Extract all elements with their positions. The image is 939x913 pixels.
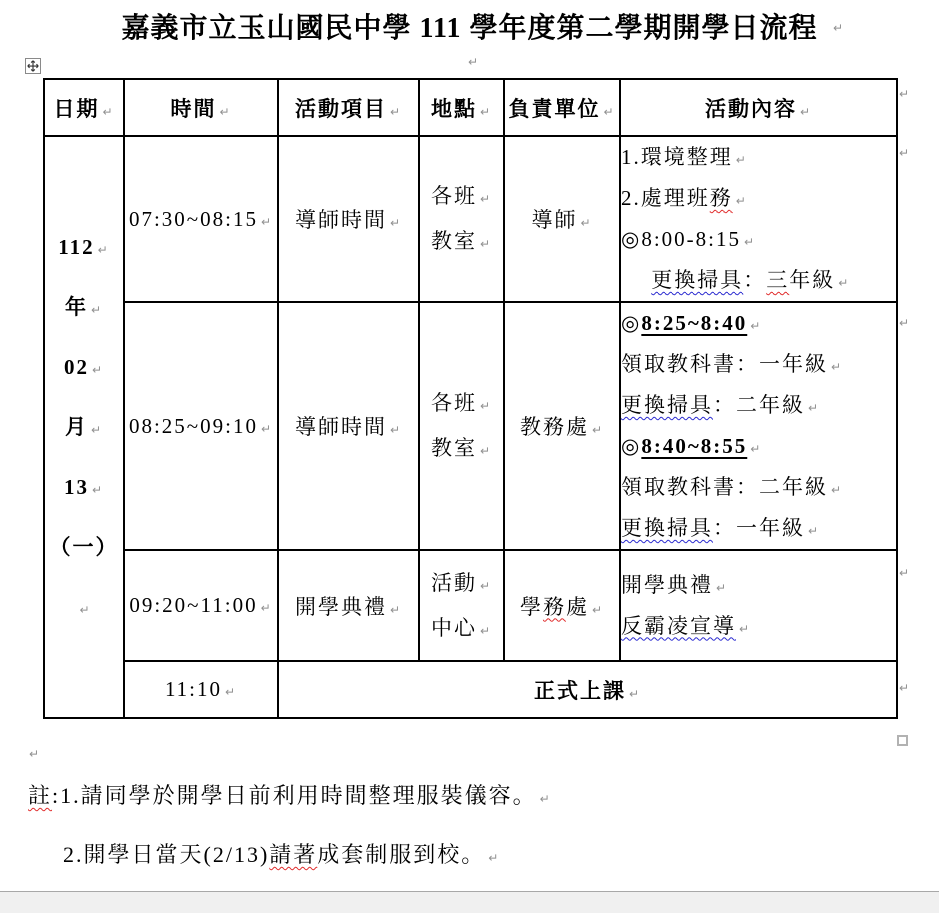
text-segment: 8:25~8:40 <box>641 311 748 335</box>
date-line: 112 ↵ <box>58 235 110 259</box>
location-cell: 活動 ↵ 中心 ↵ <box>419 550 504 661</box>
text-segment: 領取教科書：二年級 <box>621 475 828 499</box>
text-segment: ◎8:00-8:15 <box>621 227 741 251</box>
unit-cell <box>504 302 620 550</box>
content-line <box>621 467 896 508</box>
text-segment: 註 <box>28 783 53 808</box>
paragraph-mark: ↵ <box>260 214 274 229</box>
paragraph-mark: ↵ <box>628 686 642 701</box>
paragraph-mark: ↵ <box>479 623 493 638</box>
col-header-content <box>620 79 897 136</box>
text-segment: 更換掃具 <box>621 393 713 417</box>
paragraph-mark: ↵ <box>389 602 403 617</box>
paragraph-mark: ↵ <box>799 104 813 119</box>
activity-cell: 導師時間 ↵ <box>278 136 419 302</box>
text-segment: 務 <box>709 186 733 210</box>
content-line <box>621 565 896 606</box>
paragraph-mark: ↵ <box>219 104 232 119</box>
paragraph-mark: ↵ <box>833 21 844 35</box>
activity-cell: 開學典禮 ↵ <box>278 550 419 661</box>
paragraph-mark: ↵ <box>479 104 493 119</box>
paragraph-mark: ↵ <box>744 235 757 249</box>
text-segment: 學 <box>519 594 543 619</box>
header-label: 活動項目 <box>294 96 387 121</box>
paragraph-mark: ↵ <box>580 216 593 230</box>
paragraph-mark: ↵ <box>735 194 748 208</box>
content-line <box>621 426 896 467</box>
schedule-table <box>43 78 898 719</box>
paragraph-mark: ↵ <box>539 792 552 806</box>
paragraph-mark: ↵ <box>479 192 493 206</box>
date-cell <box>44 136 124 718</box>
paragraph-mark: ↵ <box>97 243 110 257</box>
date-line: 年 ↵ <box>64 295 104 319</box>
end-of-row-mark: ↵ <box>899 681 910 695</box>
text-segment: 2.開學日當天(2/13) <box>63 842 270 867</box>
end-of-row-mark: ↵ <box>899 316 910 330</box>
window-bottom-bar <box>0 891 939 913</box>
text-segment <box>621 268 651 292</box>
paragraph-mark: ↵ <box>739 621 752 636</box>
content-line <box>621 260 896 301</box>
text-segment: 年級 <box>789 268 836 292</box>
col-header-date <box>44 79 124 136</box>
date-line: （一）↵ <box>49 535 119 617</box>
content-line <box>621 344 896 385</box>
paragraph-mark: ↵ <box>29 747 40 761</box>
date-line: 13 ↵ <box>63 475 105 499</box>
text-segment: :1.請同學於開學日前利用時間整理服裝儀容。 <box>52 783 537 808</box>
paragraph-mark: ↵ <box>479 578 493 593</box>
text-segment: 1.環境整理 <box>621 145 733 169</box>
content-cell <box>620 550 897 661</box>
content-line <box>621 385 896 426</box>
content-cell <box>620 136 897 302</box>
text-segment: 2.處理班 <box>621 186 710 210</box>
text-segment: 8:40~8:55 <box>641 434 748 458</box>
location-cell: 各班 ↵ 教室 ↵ <box>419 136 504 302</box>
text-segment: 開學典禮 <box>621 572 713 597</box>
paragraph-mark: ↵ <box>831 483 844 497</box>
end-of-row-mark: ↵ <box>899 566 910 580</box>
text-segment: ◎ <box>621 434 642 458</box>
paragraph-mark: ↵ <box>591 423 605 437</box>
paragraph-mark: ↵ <box>479 237 493 251</box>
activity-cell: 導師時間 ↵ <box>278 302 419 550</box>
paragraph-mark: ↵ <box>808 524 821 538</box>
text-segment: 三 <box>766 268 790 292</box>
content-line <box>621 137 896 178</box>
paragraph-mark: ↵ <box>389 423 403 437</box>
text-segment: 導師 <box>531 208 578 232</box>
date-line: 月 ↵ <box>64 415 104 439</box>
document-title: 嘉義市立玉山國民中學 111 學年度第二學期開學日流程 <box>121 13 818 44</box>
col-header-location <box>419 79 504 136</box>
paragraph-mark: ↵ <box>479 399 493 413</box>
text-segment: 領取教科書：一年級 <box>621 352 828 376</box>
paragraph-mark: ↵ <box>735 153 748 167</box>
time-cell: 09:20~11:00 ↵ <box>124 550 278 661</box>
col-header-unit <box>504 79 620 136</box>
paragraph-mark: ↵ <box>831 360 844 374</box>
paragraph-mark: ↵ <box>468 55 479 69</box>
content-line <box>621 606 896 647</box>
location-cell: 各班 ↵ 教室 ↵ <box>419 302 504 550</box>
end-of-row-mark: ↵ <box>899 146 910 160</box>
table-resize-handle[interactable] <box>897 735 908 746</box>
note-line <box>28 779 552 810</box>
text-segment: 成套制服到校。 <box>317 842 486 867</box>
paragraph-mark: ↵ <box>479 444 493 458</box>
paragraph-mark: ↵ <box>389 104 403 119</box>
paragraph-mark: ↵ <box>591 602 605 617</box>
paragraph-mark: ↵ <box>260 421 274 436</box>
paragraph-mark: ↵ <box>91 483 105 497</box>
time-cell: 11:10 ↵ <box>124 661 278 718</box>
text-segment: 教務處 <box>519 415 589 439</box>
move-icon <box>27 60 39 72</box>
text-segment: 反霸凌宣導 <box>621 613 736 638</box>
paragraph-mark: ↵ <box>91 363 105 377</box>
text-segment: ：一年級 <box>713 516 805 540</box>
text-segment: ◎ <box>621 311 642 335</box>
paragraph-mark: ↵ <box>603 104 616 119</box>
paragraph-mark: ↵ <box>225 685 238 699</box>
content-line <box>621 508 896 549</box>
paragraph-mark: ↵ <box>90 423 104 437</box>
time-cell: 08:25~09:10 ↵ <box>124 302 278 550</box>
note-line <box>63 838 500 869</box>
col-header-time <box>124 79 278 136</box>
header-label: 活動內容 <box>704 96 797 121</box>
paragraph-mark: ↵ <box>716 580 729 595</box>
col-header-activity <box>278 79 419 136</box>
header-label: 時間 <box>170 96 217 121</box>
date-line: 02 ↵ <box>63 355 105 379</box>
header-label: 日期 <box>53 96 100 121</box>
header-label: 地點 <box>430 96 477 121</box>
text-segment: 處 <box>565 594 589 619</box>
content-line <box>621 303 896 344</box>
text-segment: 務 <box>542 594 566 619</box>
paragraph-mark: ↵ <box>79 603 92 617</box>
header-label: 負責單位 <box>508 96 601 121</box>
paragraph-mark: ↵ <box>750 319 763 333</box>
paragraph-mark: ↵ <box>750 442 763 456</box>
paragraph-mark: ↵ <box>838 276 851 290</box>
table-move-handle[interactable] <box>25 58 41 74</box>
text-segment: 請著 <box>269 842 318 867</box>
unit-cell <box>504 136 620 302</box>
time-cell: 07:30~08:15 ↵ <box>124 136 278 302</box>
formal-class-cell: 正式上課 ↵ <box>278 661 897 718</box>
paragraph-mark: ↵ <box>102 104 115 119</box>
text-segment: ：二年級 <box>713 393 805 417</box>
text-segment: 更換掃具 <box>651 268 744 292</box>
paragraph-mark: ↵ <box>260 601 273 615</box>
content-line <box>621 219 896 260</box>
end-of-row-mark: ↵ <box>899 87 910 101</box>
paragraph-mark: ↵ <box>90 303 104 317</box>
content-line <box>621 178 896 219</box>
text-segment: 更換掃具 <box>621 516 713 540</box>
paragraph-mark: ↵ <box>488 851 501 865</box>
unit-cell <box>504 550 620 661</box>
text-segment: ： <box>743 268 767 292</box>
paragraph-mark: ↵ <box>389 216 403 230</box>
paragraph-mark: ↵ <box>808 401 821 415</box>
content-cell <box>620 302 897 550</box>
